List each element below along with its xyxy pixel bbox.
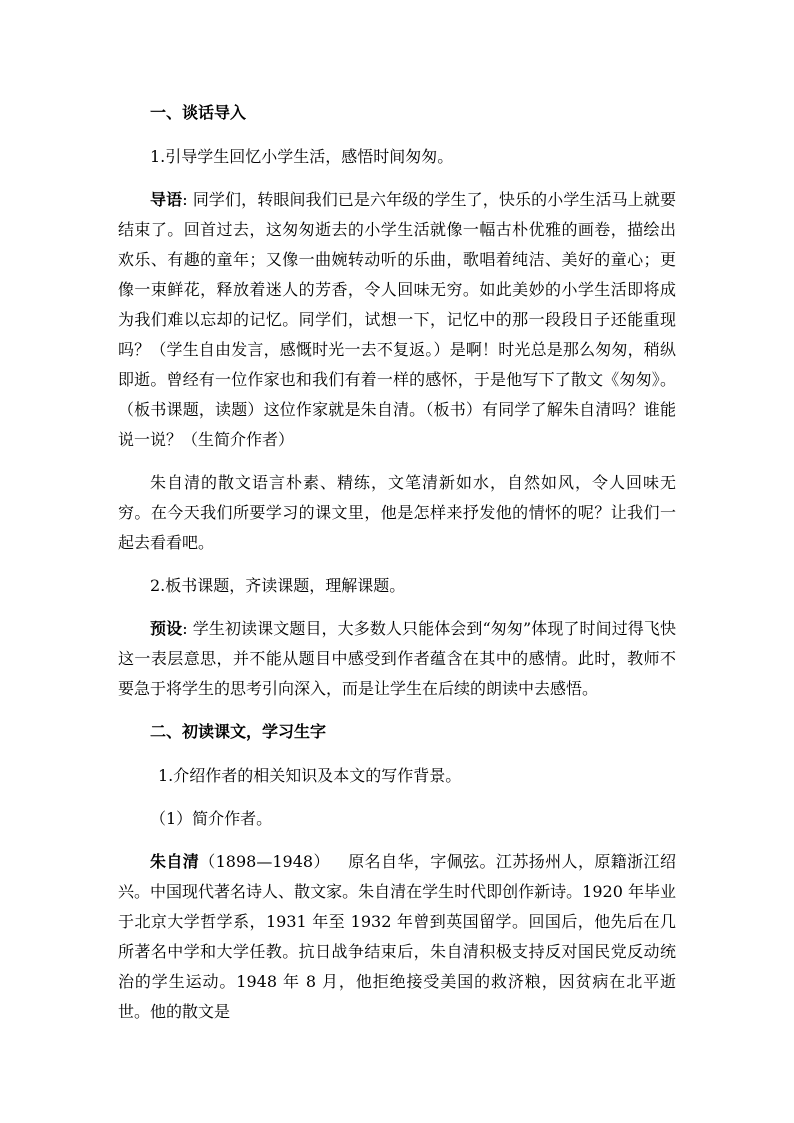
step-1-author-background: 1.介绍作者的相关知识及本文的写作背景。: [158, 766, 462, 785]
preset-text: : 学生初读课文题目，大多数人只能体会到“匆匆”体现了时间过得飞快这一表层意思，并不能从题目中感受到作者蕴含在其中的感情。此时，教师不要急于将学生的思考引向深入，而是让学生在后续的朗读中去感悟。: [118, 619, 676, 698]
bio-name: 朱自清: [150, 852, 200, 871]
author-style-paragraph: 朱自清的散文语言朴素、精练，文笔清新如水，自然如风，令人回味无穷。在今天我们所要学习的课文里，他是怎样来抒发他的情怀的呢？让我们一起去看看吧。: [118, 473, 676, 552]
preset-label: 预设: [150, 619, 183, 638]
preset-paragraph: [118, 614, 676, 704]
bio-years: （1898—1948）: [199, 852, 330, 871]
step-2-board-title: 2.板书课题，齐读课题，理解课题。: [150, 576, 406, 595]
section-heading-first-reading: 二、初读课文，学习生字: [150, 722, 327, 741]
substep-introduce-author: （1）简介作者。: [150, 809, 273, 828]
bio-text: 原名自华，字佩弦。江苏扬州人，原籍浙江绍兴。中国现代著名诗人、散文家。朱自清在学生时代即创作新诗。1920 年毕业于北京大学哲学系，1931 年至 1932 年曾到英国留学。回国后，他先后在几所著名中学和大学任教。抗日战争结束后，朱自清积极支持反对国民党反动统治的学生运动。1948 年 8 月，他拒绝接受美国的救济粮，因贫病在北平逝世。他的散文是: [118, 852, 676, 1021]
intro-paragraph: [118, 185, 676, 455]
intro-text: : 同学们，转眼间我们已是六年级的学生了，快乐的小学生活马上就要结束了。回首过去，这匆匆逝去的小学生活就像一幅古朴优雅的画卷，描绘出欢乐、有趣的童年；又像一曲婉转动听的乐曲，歌唱着纯洁、美好的童心；更像一束鲜花，释放着迷人的芳香，令人回味无穷。如此美妙的小学生活即将成为我们难以忘却的记忆。同学们，试想一下，记忆中的那一段段日子还能重现吗？（学生自由发言，感慨时光一去不复返。）是啊！时光总是那么匆匆，稍纵即逝。曾经有一位作家也和我们有着一样的感怀，于是他写下了散文《匆匆》。（板书课题，读题）这位作家就是朱自清。（板书）有同学了解朱自清吗？谁能说一说？（生简介作者）: [118, 190, 676, 449]
intro-label: 导语: [150, 190, 183, 209]
author-bio-paragraph: [118, 847, 676, 1027]
section-heading-talk-intro: 一、谈话导入: [150, 103, 247, 122]
step-1-recall-school-life: 1.引导学生回忆小学生活，感悟时间匆匆。: [150, 147, 454, 166]
